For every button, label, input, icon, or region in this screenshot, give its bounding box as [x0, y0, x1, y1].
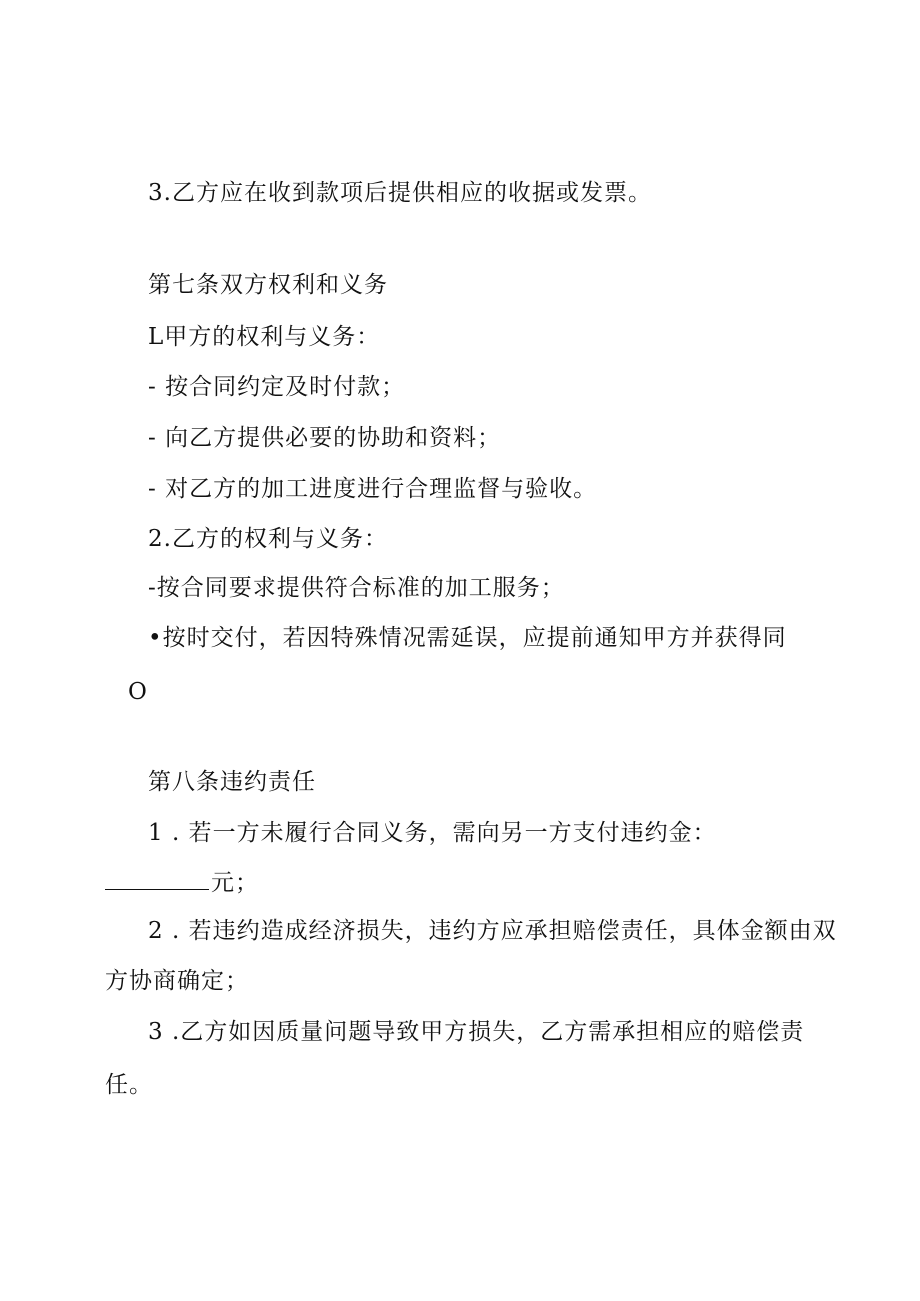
- party-a-item-1: - 按合同约定及时付款；: [148, 374, 406, 400]
- party-b-item-1: -按合同要求提供符合标准的加工服务；: [148, 575, 565, 601]
- article8-item2-line1: 2 . 若违约造成经济损失，违约方应承担赔偿责任，具体金额由双: [148, 918, 837, 944]
- party-b-item-2: •按时交付，若因特殊情况需延误，应提前通知甲方并获得同: [148, 625, 787, 651]
- article8-item1: 1 . 若一方未履行合同义务，需向另一方支付违约金：: [148, 820, 717, 846]
- party-a-item-3: - 对乙方的加工进度进行合理监督与验收。: [148, 476, 598, 502]
- article8-item2-line2: 方协商确定；: [105, 968, 249, 994]
- article8-item3-line2: 任。: [105, 1072, 153, 1098]
- party-a-heading: L甲方的权利与义务：: [148, 324, 381, 350]
- penalty-amount-blank: [105, 867, 209, 890]
- article8-heading: 第八条违约责任: [148, 769, 316, 795]
- penalty-amount-unit: 元；: [211, 870, 259, 896]
- party-a-item-2: - 向乙方提供必要的协助和资料；: [148, 425, 502, 451]
- penalty-amount-line: [105, 867, 259, 898]
- party-b-heading: 2.乙方的权利与义务：: [148, 526, 388, 552]
- clause6-item3: 3.乙方应在收到款项后提供相应的收据或发票。: [148, 180, 652, 206]
- article7-heading: 第七条双方权利和义务: [148, 272, 388, 298]
- article8-item3-line1: 3 .乙方如因质量问题导致甲方损失，乙方需承担相应的赔偿责: [148, 1019, 805, 1045]
- party-b-item-2-continuation: O: [128, 679, 148, 705]
